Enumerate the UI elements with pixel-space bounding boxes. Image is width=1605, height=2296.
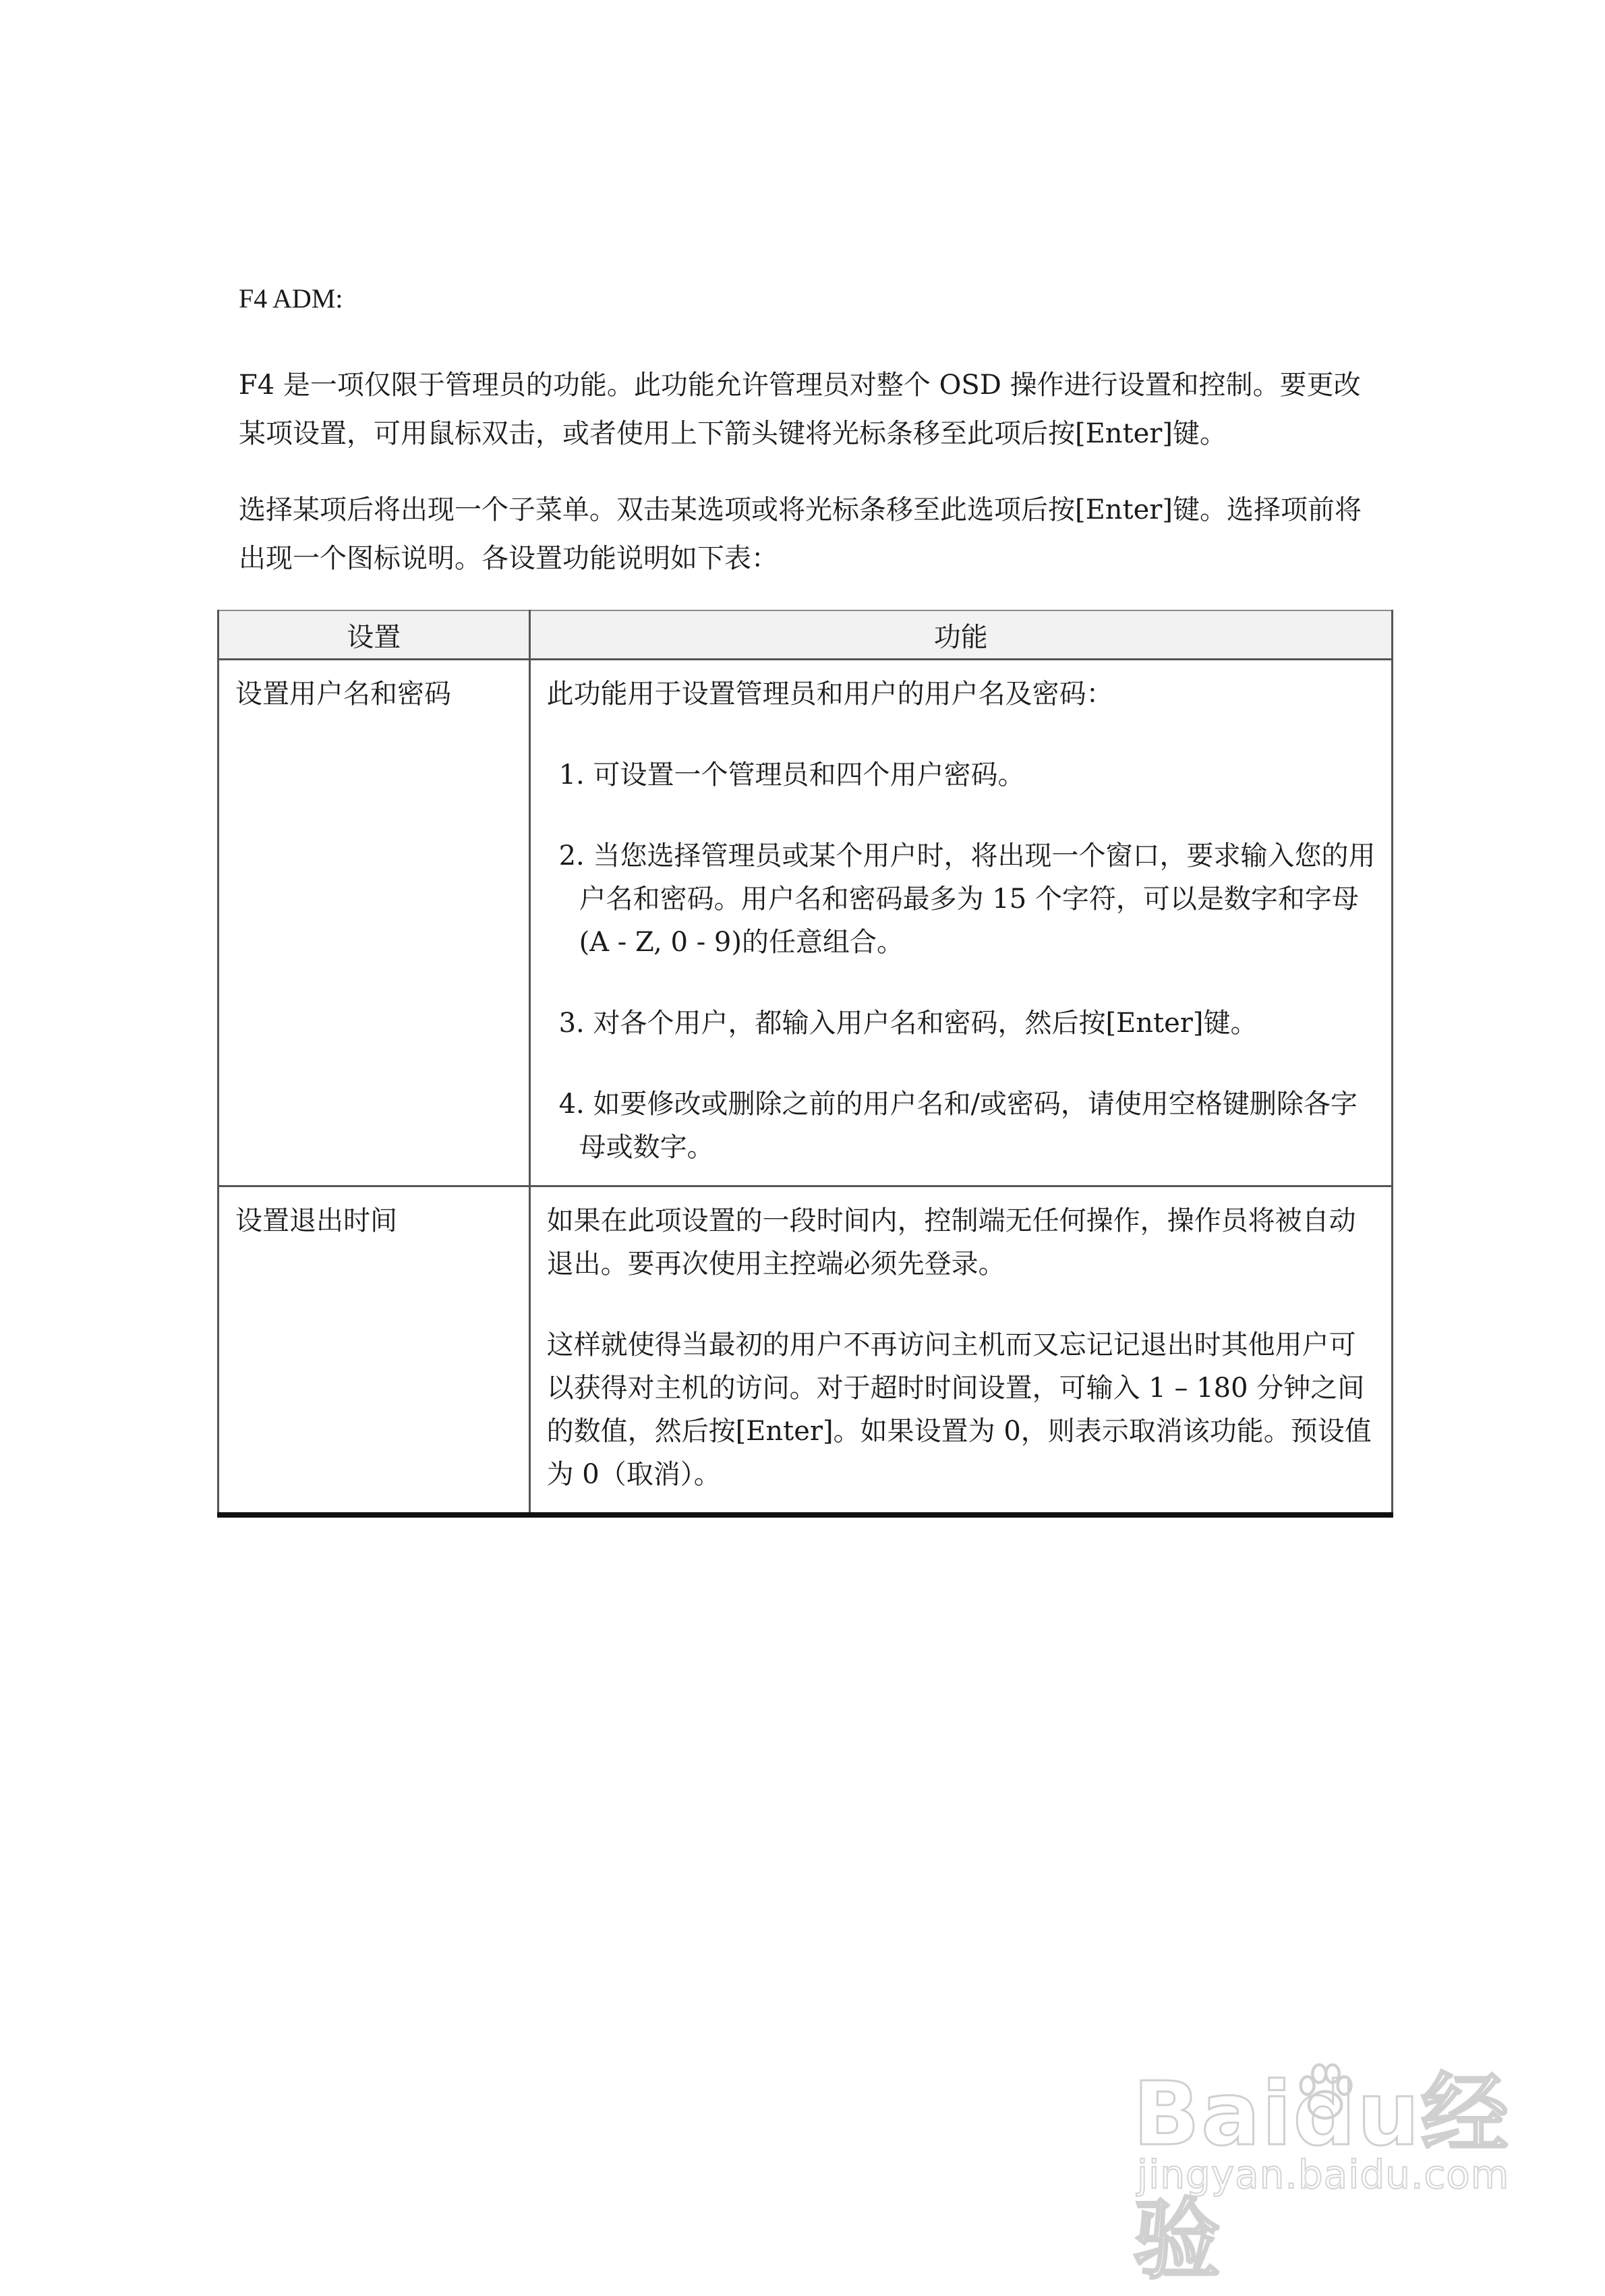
function-cell-username-password [529, 660, 1392, 1186]
setting-cell-logout-timeout: 设置退出时间 [218, 1186, 530, 1516]
list-item: 1. 可设置一个管理员和四个用户密码。 [558, 759, 1025, 791]
table-header-row [218, 610, 1393, 660]
function-cell-logout-timeout [529, 1186, 1392, 1516]
list-item: 4. 如要修改或删除之前的用户名和/或密码，请使用空格键删除各字母或数字。 [558, 1089, 1358, 1163]
function-paragraph: 如果在此项设置的一段时间内，控制端无任何操作，操作员将被自动退出。要再次使用主控端必须先登录。 [546, 1205, 1356, 1280]
section-heading: F4 ADM: [239, 283, 343, 314]
function-paragraph: 这样就使得当最初的用户不再访问主机而又忘记记退出时其他用户可以获得对主机的访问。对于超时时间设置，可输入 1 – 180 分钟之间的数值，然后按[Enter]。如果设置为 0，则表示取消该功能。预设值为 0（取消）。 [546, 1329, 1372, 1490]
paw-icon [1288, 2056, 1362, 2130]
watermark-logo-text: Baidu经验 [1133, 2063, 1510, 2291]
table-row [218, 660, 1393, 1186]
settings-table [217, 610, 1393, 1518]
submenu-paragraph: 选择某项后将出现一个子菜单。双击某选项或将光标条移至此选项后按[Enter]键。选择项前将出现一个图标说明。各设置功能说明如下表： [239, 494, 1362, 574]
intro-paragraph: F4 是一项仅限于管理员的功能。此功能允许管理员对整个 OSD 操作进行设置和控制。要更改某项设置，可用鼠标双击，或者使用上下箭头键将光标条移至此项后按[Enter]键。 [239, 370, 1361, 449]
list-item: 2. 当您选择管理员或某个用户时，将出现一个窗口，要求输入您的用户名和密码。用户名和密码最多为 15 个字符，可以是数字和字母(A - Z, 0 - 9)的任意组合。 [558, 840, 1376, 958]
list-item: 3. 对各个用户，都输入用户名和密码，然后按[Enter]键。 [558, 1008, 1258, 1039]
function-intro: 此功能用于设置管理员和用户的用户名及密码： [546, 679, 1113, 710]
table-row [218, 1186, 1393, 1516]
header-function: 功能 [529, 610, 1392, 660]
watermark-url: jingyan.baidu.com [1137, 2152, 1510, 2198]
baidu-jingyan-watermark [1133, 2044, 1565, 2291]
setting-cell-username-password: 设置用户名和密码 [218, 660, 530, 1186]
header-setting: 设置 [218, 610, 530, 660]
